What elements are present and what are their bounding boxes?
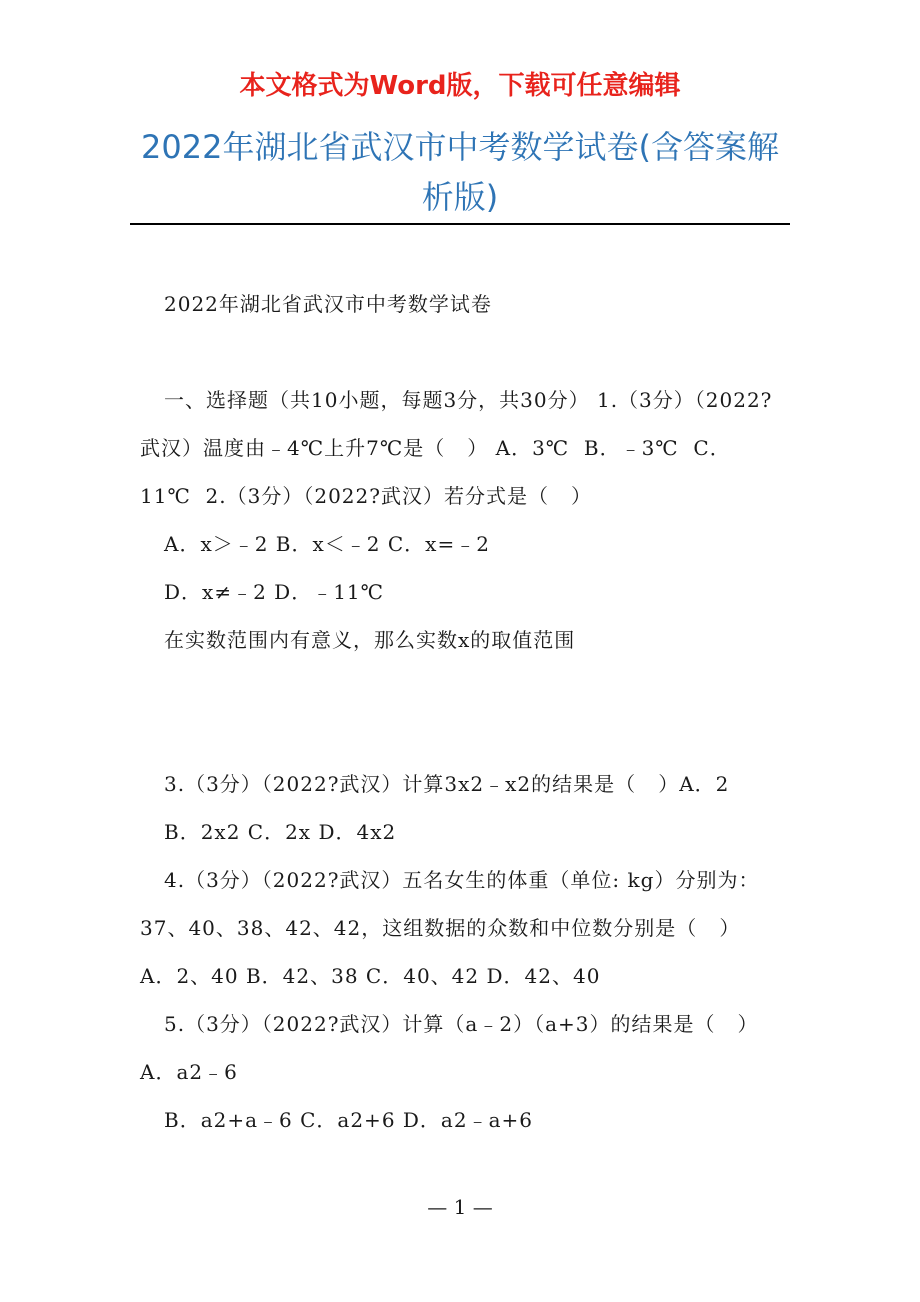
question-3: 3.（3分）（2022?武汉）计算3x2﹣x2的结果是（ ）A．2: [164, 772, 730, 796]
question-5: 5.（3分）（2022?武汉）计算（a﹣2）（a+3）的结果是（ ）A．a2﹣6: [140, 1012, 759, 1084]
document-body: [140, 280, 780, 1144]
question-2-continuation: 在实数范围内有意义，那么实数x的取值范围: [164, 628, 576, 652]
question-2-option-d: D．x≠﹣2 D．﹣11℃: [164, 580, 385, 604]
header-banner: 本文格式为Word版，下载可任意编辑: [239, 71, 681, 101]
page-number: — 1 —: [427, 1195, 493, 1219]
question-2-options-a-c: A．x＞﹣2 B．x＜﹣2 C．x=﹣2: [164, 532, 490, 556]
question-3-options: B．2x2 C．2x D．4x2: [164, 820, 397, 844]
question-5-options: B．a2+a﹣6 C．a2+6 D．a2﹣a+6: [164, 1108, 533, 1132]
question-1-2: 一、选择题（共10小题，每题3分，共30分） 1.（3分）（2022?武汉）温度由﹣4℃上升7℃是（ ） A．3℃ B．﹣3℃ C．11℃ 2.（3分）（2022?武汉）若分式是（ ）: [140, 388, 773, 508]
document-title: 2022年湖北省武汉市中考数学试卷(含答案解析版): [141, 128, 779, 216]
title-divider: [130, 223, 790, 225]
question-4: 4.（3分）（2022?武汉）五名女生的体重（单位: kg）分别为：37、40、38、42、42，这组数据的众数和中位数分别是（ ） A．2、40 B．42、38 C．40、42 D．42、40: [140, 868, 760, 988]
exam-subtitle: 2022年湖北省武汉市中考数学试卷: [164, 292, 492, 316]
